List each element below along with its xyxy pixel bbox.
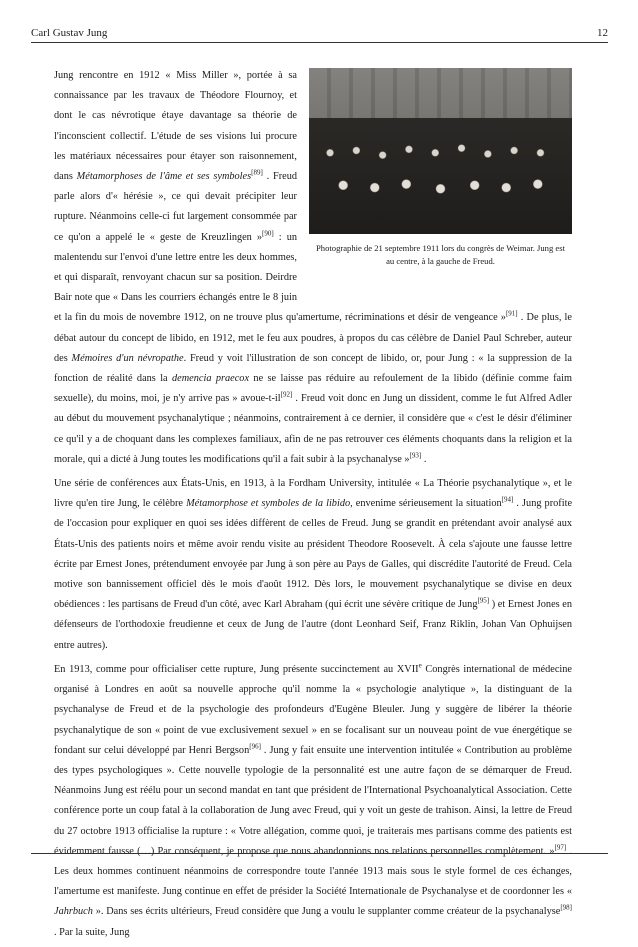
text: . Les deux hommes continuent néanmoins de correspondre toute l'année 1913 mais sous le style formel de ces échanges, l'amertume est manifeste. Jung continue en effet de présider la Société Internationale de Psychanalyse et de coordonner les « xyxy=(54,845,572,898)
figure xyxy=(309,68,572,297)
footnote-ref[interactable]: [89] xyxy=(251,168,263,177)
text: Une série de conférences aux États-Unis, en 1913, à la Fordham University, intitulée « La Théorie psychanalytique », et le livre qu'en tire Jung, le célèbre xyxy=(54,478,572,510)
footnote-ref[interactable]: [97] xyxy=(554,843,567,852)
text: Jung rencontre en 1912 « Miss Miller », portée à sa connaissance par les travaux de Théodore Flournoy, et dont le cas névrotique étaye davantage sa théorie de l'inconscient collectif. L'étude de ses visions lui procure les matériaux nécessaires pour étayer son raisonnement, dans xyxy=(54,70,297,183)
group-photograph xyxy=(309,68,572,234)
text: , envenime sérieusement la situation xyxy=(350,498,502,510)
text: . Freud voit donc en Jung un dissident, comme le fut Alfred Adler au début du mouvement psychanalytique ; néanmoins, contrairement à ce dernier, il considère que « c'est le désir d'éliminer ce qu'il y a de choquant dans les complexes familiaux, afin de ne pas retrouver ces éléments choquants dans la religion et la morale, qui a dicté à Jung toutes les modifications qu'il a fait subir à la psychanalyse » xyxy=(54,393,572,465)
running-title: Carl Gustav Jung xyxy=(31,27,108,39)
page-number: 12 xyxy=(597,27,608,39)
text: ». Dans ses écrits ultérieurs, Freud considère que Jung a voulu le supplanter comme créateur de la psychanalyse xyxy=(92,906,561,918)
text: . Freud y voit l'illustration de son concept de libido, or, pour Jung : « la suppression de la fonction de réalité dans la xyxy=(54,352,572,385)
footnote-ref[interactable]: [98] xyxy=(560,903,572,912)
italic-title: Métamorphoses de l'âme et ses symboles xyxy=(76,171,252,183)
paragraph-2 xyxy=(54,474,572,656)
text: . De plus, le débat autour du concept de libido, en 1912, met le feu aux poudres, à propos du cas célèbre de Daniel Paul Schreber, auteur des xyxy=(54,312,572,364)
text: . Par la suite, Jung xyxy=(54,926,130,938)
footnote-ref[interactable]: [95] xyxy=(477,596,490,605)
group-of-people xyxy=(309,118,572,234)
text: . xyxy=(421,453,427,465)
article-body xyxy=(54,66,572,947)
italic-title: Métamorphose et symboles de la libido xyxy=(186,498,351,510)
text: ) et Ernest Jones en défenseurs de l'orthodoxie freudienne et ceux de Jung de l'autre (dont Leonhard Seif, Franz Riklin, Johan Van Ophuijsen entre autres). xyxy=(54,599,572,651)
text: . Jung profite de l'occasion pour expliquer en quoi ses idées diffèrent de celles de Freud. Jung se grandit en prétendant avoir analysé aux États-Unis des patients noirs et même avoir rendu visite au président Theodore Roosevelt. À cela s'ajoute une fausse lettre écrite par Ernest Jones, prétendument envoyée par Jung à son père au Pays de Galles, qui discrédite l'autorité de Freud. Cela motive son bannissement officiel dès le mois d'août 1912. Dès lors, le mouvement psychanalytique se divise en deux obédiences : les partisans de Freud d'un côté, avec Karl Abraham (qui écrit une sévère critique de Jung xyxy=(54,498,573,611)
footnote-ref[interactable]: [96] xyxy=(249,742,261,751)
paragraph-3 xyxy=(54,660,572,943)
text: Congrès international de médecine organisé à Londres en août sa nouvelle approche qu'il nomme la « psychologie analytique », la distinguant de la psychanalyse de Freud et de la psychologie des profondeurs d'Eugène Bleuler. Jung y suggère de libérer la théorie psychanalytique de son « point de vue exclusivement sexuel » en se focalisant sur un nouveau point de vue énergétique se fondant sur celui développé par Henri Bergson xyxy=(54,663,572,756)
text: ne se laisse pas réduire au refoulement de la libido (définie comme faim sexuelle), du moins, moi, je n'y arrive pas » avoue-t-il xyxy=(54,373,572,405)
italic-term: demencia praecox xyxy=(172,373,250,385)
page-footer-rule xyxy=(31,853,608,854)
figure-caption: Photographie de 21 septembre 1911 lors du congrès de Weimar. Jung est au centre, à la gauche de Freud. xyxy=(316,243,565,266)
footnote-ref[interactable]: [93] xyxy=(409,451,422,460)
footnote-ref[interactable]: [91] xyxy=(505,310,518,319)
ordinal-suffix: e xyxy=(418,661,422,670)
italic-title: Jahrbuch xyxy=(54,906,93,918)
text: : un malentendu sur l'envoi d'une lettre entre les deux hommes, et qui disparaît, renvoyant chacun sur sa position. Deirdre Bair note que « Dans les courriers échangés entre le 8 juin et la fin du mois de novembre 1912, on ne trouve plus qu'amertume, récriminations et désir de vengeance » xyxy=(54,231,506,324)
text: En 1913, comme pour officialiser cette rupture, Jung présente succinctement au XVII xyxy=(54,663,419,675)
text: . Jung y fait ensuite une intervention intitulée « Contribution au problème des types psychologiques ». Cette nouvelle typologie de la personnalité est une autre façon de se démarquer de Freud. Néanmoins Jung est réélu pour un second mandat en tant que président de l'International Psychoanalytical Association. Cette conférence porte un coup fatal à la collaboration de Jung avec Freud, qui y voit un geste de trahison. Ainsi, la lettre de Freud du 27 octobre 1913 officialise la rupture : « Votre allégation, comme quoi, je traiterais mes partisans comme des patients est évidemment fausse (…) Par conséquent, je propose que nous abandonnions nos relations personnelles complètement. » xyxy=(54,744,572,857)
footnote-ref[interactable]: [94] xyxy=(501,495,514,504)
text: . Freud parle alors d'« hérésie », ce qui devait précipiter leur rupture. Néanmoins celle-ci fut largement consommée par ce qu'on a appelé le « geste de Kreuzlingen » xyxy=(54,171,297,243)
footnote-ref[interactable]: [92] xyxy=(280,390,293,399)
footnote-ref[interactable]: [90] xyxy=(262,229,274,238)
page-header xyxy=(31,20,608,43)
italic-title: Mémoires d'un névropathe xyxy=(71,352,184,364)
